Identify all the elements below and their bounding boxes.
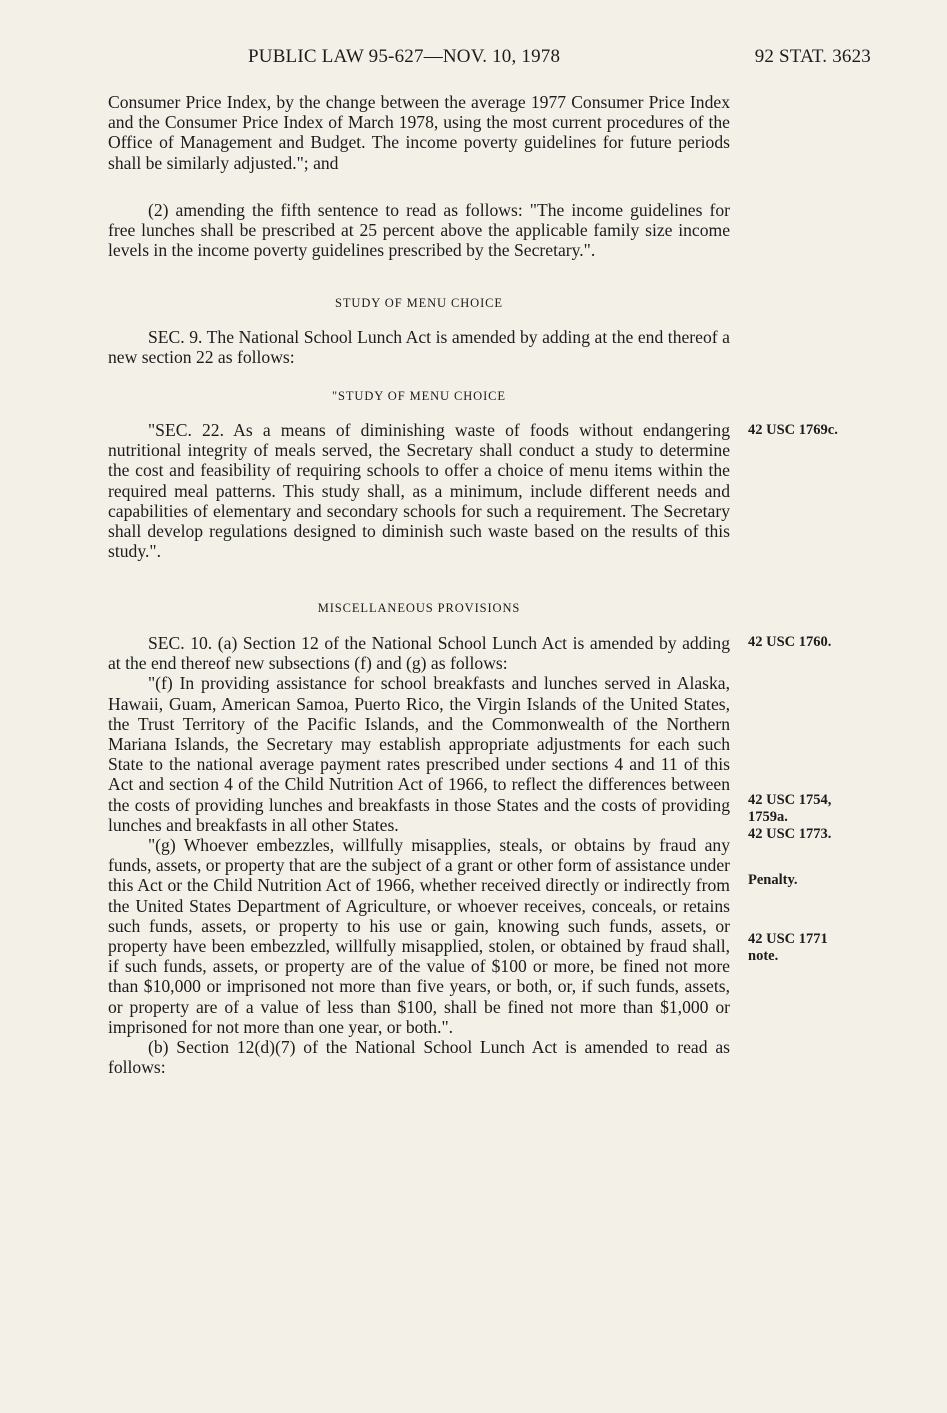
page-header-stat: 92 STAT. 3623 xyxy=(754,46,871,67)
paragraph-amendment-2 xyxy=(108,200,730,261)
heading-text: "STUDY OF MENU CHOICE xyxy=(332,389,506,403)
section-heading-study xyxy=(108,296,730,311)
margin-note-line: 42 USC 1771 xyxy=(748,931,828,947)
paragraph-sec-22 xyxy=(108,420,730,561)
section-label: SEC. 10. xyxy=(148,633,213,653)
margin-note-1754 xyxy=(748,792,831,843)
margin-note-line: 1759a. xyxy=(748,809,788,825)
margin-note-line: note. xyxy=(748,948,779,964)
heading-text: MISCELLANEOUS PROVISIONS xyxy=(317,601,521,615)
subsection-f: "(f) In providing assistance for school breakfasts and lunches served in Alaska, Hawaii, Guam, American Samoa, Puerto Rico, the Virgin Islands of the United States, the Trust Territory of the Pacific Islands, and the Commonwealth of the Northern Mariana Islands, the Secretary may establish appropriate adjustments for each such State to the national average payment rates prescribed under sections 4 and 11 of this Act and section 4 of the Child Nutrition Act of 1966, to reflect the differences between the costs of providing lunches and breakfasts in those States and the costs of providing lunches and breakfasts in all other States. xyxy=(108,673,730,835)
section-heading-misc xyxy=(108,601,730,616)
section-text: The National School Lunch Act is amended by adding at the end thereof a new section 22 as follows: xyxy=(108,327,730,368)
subsection-b: (b) Section 12(d)(7) of the National School Lunch Act is amended to read as follows: xyxy=(108,1037,730,1078)
margin-note-penalty: Penalty. xyxy=(748,872,798,888)
page-header-law: PUBLIC LAW 95-627—NOV. 10, 1978 xyxy=(248,46,561,67)
paragraph-sec-9 xyxy=(108,327,730,367)
paragraph-text: (2) amending the fifth sentence to read as follows: "The income guidelines for free lunches shall be prescribed at 25 percent above the applicable family size income levels in the income poverty guidelines prescribed by the Secretary.". xyxy=(108,200,730,261)
paragraph-text xyxy=(108,327,730,367)
paragraph-text xyxy=(108,633,730,673)
section-label: "SEC. 22. xyxy=(148,420,224,440)
heading-text: STUDY OF MENU CHOICE xyxy=(335,296,503,310)
paragraph-cpi xyxy=(108,92,730,173)
section-label: SEC. 9. xyxy=(148,327,203,347)
paragraph-text xyxy=(108,420,730,561)
section-heading-quoted-study xyxy=(108,389,730,404)
margin-note-1771 xyxy=(748,931,828,965)
margin-note-1760: 42 USC 1760. xyxy=(748,634,832,650)
margin-note-1769c: 42 USC 1769c. xyxy=(748,422,838,438)
subsection-g: "(g) Whoever embezzles, willfully misapplies, steals, or obtains by fraud any funds, assets, or property that are the subject of a grant or other form of assistance under this Act or the Child Nutrition Act of 1966, whether received directly or indirectly from the United States Department of Agriculture, or whoever receives, conceals, or retains such funds, assets, or property to his use or gain, knowing such funds, assets, or property have been embezzled, willfully misapplied, stolen, or obtained by fraud shall, if such funds, assets, or property are of the value of $100 or more, be fined not more than $10,000 or imprisoned not more than five years, or both, or, if such funds, assets, or property are of a value of less than $100, shall be fined not more than $1,000 or imprisoned for not more than one year, or both.". xyxy=(108,835,730,1037)
section-text: As a means of diminishing waste of foods without endangering nutritional integrity of meals served, the Secretary shall conduct a study to determine the cost and feasibility of requiring schools to offer a choice of menu items within the required meal patterns. This study shall, as a minimum, include different needs and capabilities of elementary and secondary schools for such a requirement. The Secretary shall develop regulations designed to diminish such waste based on the results of this study.". xyxy=(108,420,730,562)
paragraph-sec-10 xyxy=(108,633,730,1077)
section-text: (a) Section 12 of the National School Lunch Act is amended by adding at the end thereof new subsections (f) and (g) as follows: xyxy=(108,633,730,674)
margin-note-line: 42 USC 1754, xyxy=(748,792,832,808)
paragraph-text: Consumer Price Index, by the change between the average 1977 Consumer Price Index and the Consumer Price Index of March 1978, using the most current procedures of the Office of Management and Budget. The income poverty guidelines for future periods shall be similarly adjusted."; and xyxy=(108,92,730,173)
margin-note-line: 42 USC 1773. xyxy=(748,826,832,842)
